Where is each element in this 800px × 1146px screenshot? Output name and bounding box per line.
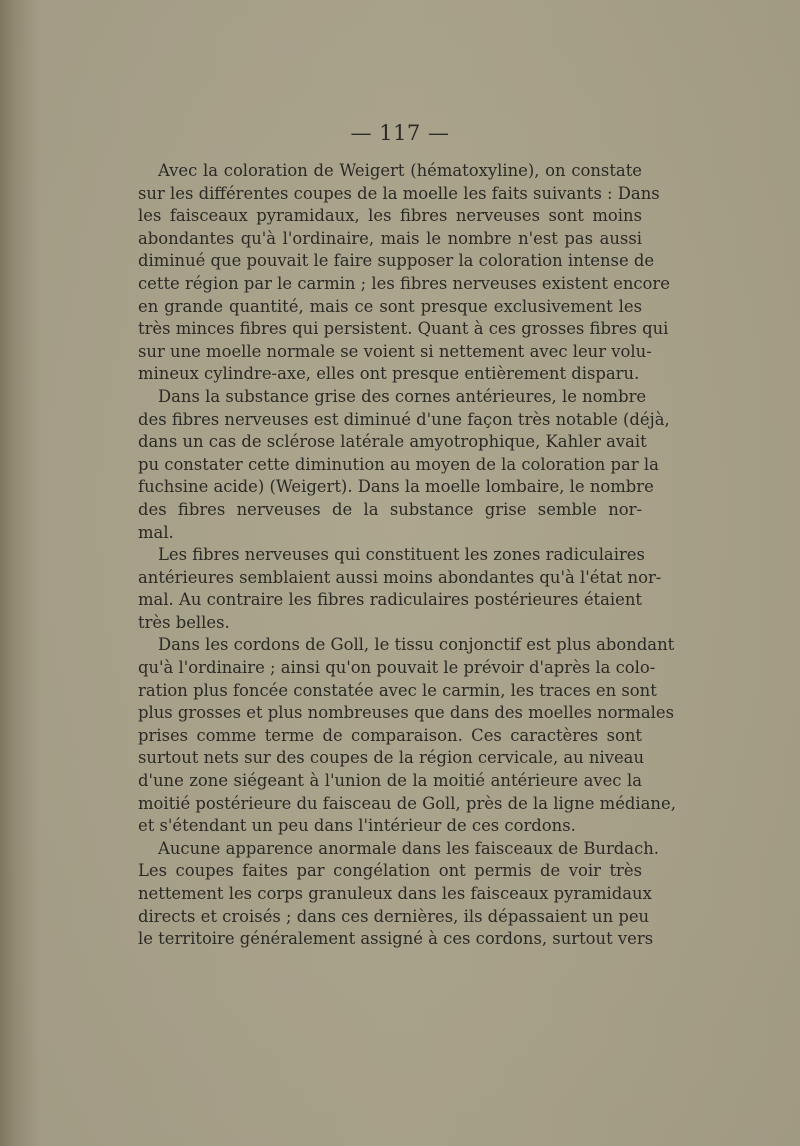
text-line: antérieures semblaient aussi moins abondantes qu'à l'état nor- xyxy=(138,567,662,587)
text-line: moitié postérieure du faisceau de Goll, près de la ligne médiane, xyxy=(138,793,676,813)
text-line: nettement les corps granuleux dans les faisceaux pyramidaux xyxy=(138,884,652,903)
text-line: en grande quantité, mais ce sont presque exclusivement les xyxy=(138,296,642,316)
text-line: diminué que pouvait le faire supposer la coloration intense de xyxy=(138,251,655,271)
text-line: qu'à l'ordinaire ; ainsi qu'on pouvait le prévoir d'après la colo- xyxy=(138,658,656,678)
text-line: surtout nets sur des coupes de la région cervicale, au niveau xyxy=(138,748,645,768)
text-line: Avec la coloration de Weigert (hématoxyline), on constate xyxy=(158,161,642,180)
text-line: très belles. xyxy=(138,612,230,632)
text-line: les faisceaux pyramidaux, les fibres nerveuses sont moins xyxy=(138,206,642,226)
text-line: prises comme terme de comparaison. Ces caractères sont xyxy=(138,725,642,745)
text-line: abondantes qu'à l'ordinaire, mais le nombre n'est pas aussi xyxy=(138,228,642,248)
text-line: des fibres nerveuses est diminué d'une façon très notable (déjà, xyxy=(138,409,670,429)
text-line: pu constater cette diminution au moyen de la coloration par la xyxy=(138,454,659,474)
text-line: mal. Au contraire les fibres radiculaires postérieures étaient xyxy=(138,590,642,610)
text-line: et s'étendant un peu dans l'intérieur de ces cordons. xyxy=(138,816,576,836)
body-text xyxy=(138,160,676,951)
text-line: mineux cylindre-axe, elles ont presque entièrement disparu. xyxy=(138,364,640,384)
text-line: directs et croisés ; dans ces dernières, ils dépassaient un peu xyxy=(138,906,650,926)
text-line: très minces fibres qui persistent. Quant à ces grosses fibres qui xyxy=(138,319,669,339)
text-line: Dans la substance grise des cornes antérieures, le nombre xyxy=(158,386,647,406)
page-number: — 117 — xyxy=(350,121,450,145)
text-line: mal. xyxy=(138,522,174,542)
text-line: plus grosses et plus nombreuses que dans des moelles normales xyxy=(138,703,675,723)
text-line: ration plus foncée constatée avec le carmin, les traces en sont xyxy=(138,680,657,700)
text-line: Les coupes faites par congélation ont permis de voir très xyxy=(138,861,642,881)
text-line: dans un cas de sclérose latérale amyotrophique, Kahler avait xyxy=(138,432,647,452)
text-line: fuchsine acide) (Weigert). Dans la moelle lombaire, le nombre xyxy=(138,477,654,497)
text-line: sur les différentes coupes de la moelle les faits suivants : Dans xyxy=(138,183,660,203)
text-line: Dans les cordons de Goll, le tissu conjonctif est plus abondant xyxy=(158,635,675,655)
text-line: le territoire généralement assigné à ces cordons, surtout vers xyxy=(138,929,654,949)
text-line: Aucune apparence anormale dans les faisceaux de Burdach. xyxy=(158,838,660,858)
text-line: des fibres nerveuses de la substance grise semble nor- xyxy=(138,499,642,519)
text-line: sur une moelle normale se voient si nettement avec leur volu- xyxy=(138,341,652,361)
text-line: Les fibres nerveuses qui constituent les zones radiculaires xyxy=(158,545,645,565)
text-line: cette région par le carmin ; les fibres nerveuses existent encore xyxy=(138,273,670,293)
text-line: d'une zone siégeant à l'union de la moitié antérieure avec la xyxy=(138,771,642,791)
